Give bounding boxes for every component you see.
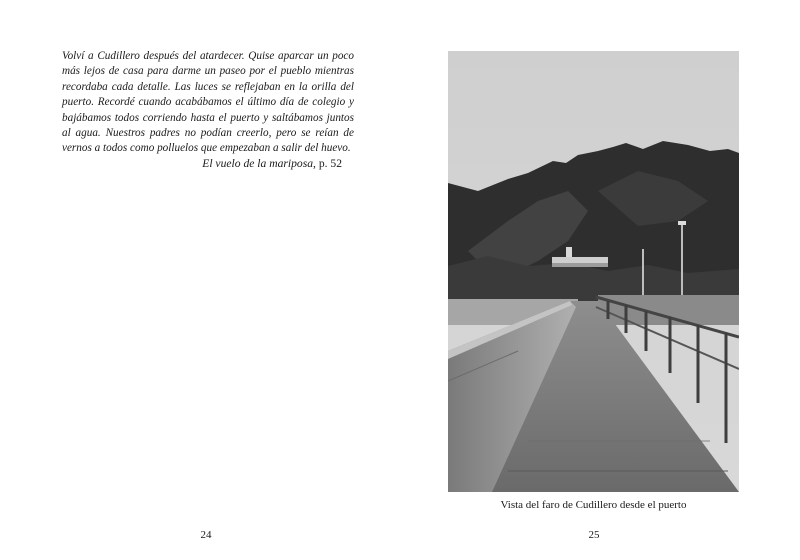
right-page [400,0,800,560]
pier-lighthouse-photo [448,51,739,492]
page-number-right: 25 [588,529,600,541]
attribution-page-ref: , p. 52 [313,157,342,170]
attribution-work-title: El vuelo de la mariposa [202,157,314,170]
epigraph-quote: Volví a Cudillero después del atardecer. Quise aparcar un poco más lejos de casa para darme un paseo por el pueblo mientras recordaba cada detalle. Las luces se reflejaban en la orilla del puerto. Recordé cuando acabábamos el último día de colegio y bajábamos todos corriendo hasta el puerto y saltábamos juntos al agua. Nuestros padres no podían creerlo, pero se reían de vernos a todos como polluelos que empezaban a salir del huevo. [62,50,354,155]
quote-attribution [62,157,342,170]
photo-caption: Vista del faro de Cudillero desde el puerto [500,499,687,511]
page-number-left: 24 [200,529,212,541]
